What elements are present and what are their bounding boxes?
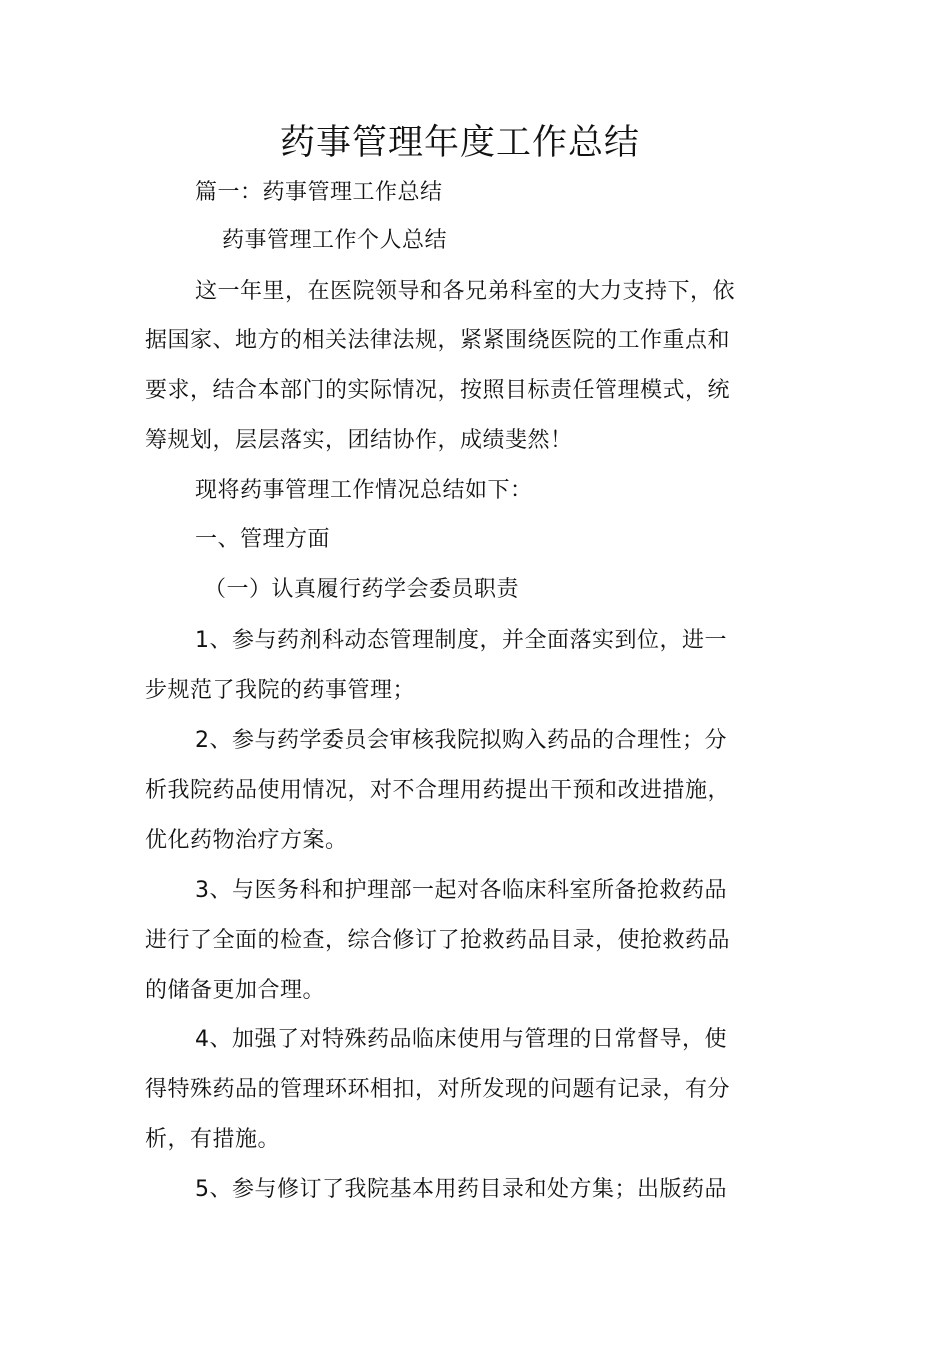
paragraph-line: 4、加强了对特殊药品临床使用与管理的日常督导，使 (195, 1027, 727, 1052)
section-heading: 一、管理方面 (195, 527, 331, 552)
paragraph-line: 5、参与修订了我院基本用药目录和处方集；出版药品 (195, 1177, 727, 1202)
paragraph-line: 优化药物治疗方案。 (145, 828, 348, 853)
paragraph-line: 这一年里，在医院领导和各兄弟科室的大力支持下，依 (195, 279, 736, 304)
paragraph-line: 据国家、地方的相关法律法规，紧紧围绕医院的工作重点和 (145, 328, 731, 353)
paragraph-line: 1、参与药剂科动态管理制度，并全面落实到位，进一 (195, 628, 727, 653)
paragraph-line: 要求，结合本部门的实际情况，按照目标责任管理模式，统 (145, 378, 731, 403)
subtitle: 药事管理工作个人总结 (222, 228, 448, 253)
paragraph-line: 筹规划，层层落实，团结协作，成绩斐然！ (145, 428, 573, 453)
paragraph-line: 得特殊药品的管理环环相扣，对所发现的问题有记录，有分 (145, 1077, 731, 1102)
document-title: 药事管理年度工作总结 (279, 123, 640, 163)
paragraph-line: 进行了全面的检查，综合修订了抢救药品目录，使抢救药品 (145, 928, 731, 953)
paragraph-line: 的储备更加合理。 (145, 978, 326, 1003)
paragraph-line: 2、参与药学委员会审核我院拟购入药品的合理性；分 (195, 728, 727, 753)
section-heading: 篇一：药事管理工作总结 (195, 180, 443, 205)
paragraph-line: 现将药事管理工作情况总结如下： (195, 478, 533, 503)
paragraph-line: 析我院药品使用情况，对不合理用药提出干预和改进措施， (145, 778, 731, 803)
subsection-heading: （一）认真履行药学会委员职责 (204, 577, 520, 602)
paragraph-line: 3、与医务科和护理部一起对各临床科室所备抢救药品 (195, 878, 727, 903)
paragraph-line: 析，有措施。 (145, 1127, 281, 1152)
paragraph-line: 步规范了我院的药事管理； (145, 678, 416, 703)
